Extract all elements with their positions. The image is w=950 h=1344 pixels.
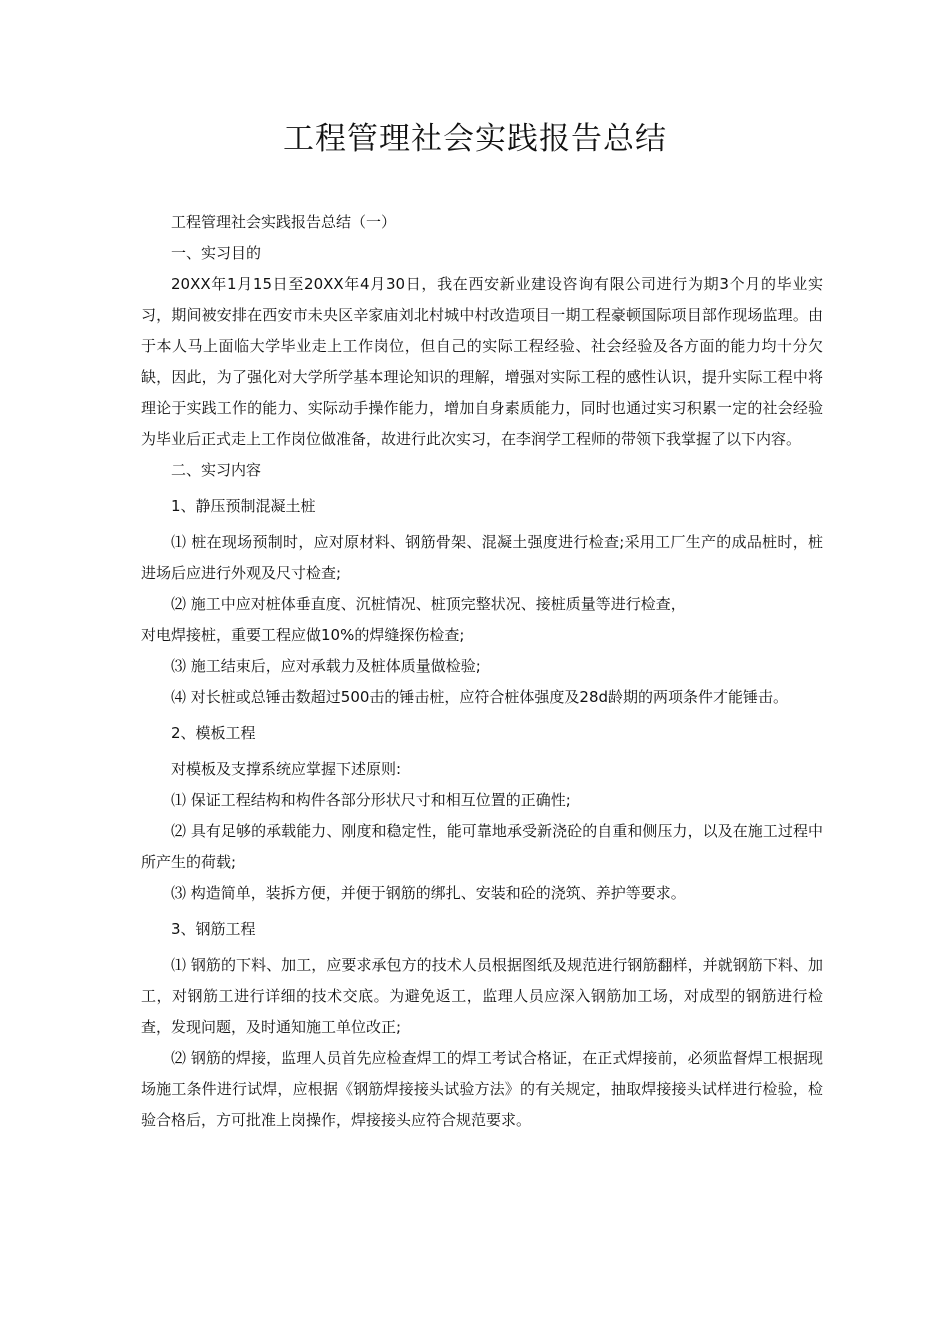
list-item: ⑴ 钢筋的下料、加工，应要求承包方的技术人员根据图纸及规范进行钢筋翻样，并就钢筋下料、加工，对钢筋工进行详细的技术交底。为避免返工，监理人员应深入钢筋加工场，对成型的钢筋进行检查，发现问题，及时通知施工单位改正;: [141, 956, 823, 1036]
subsection-heading: 1、静压预制混凝土桩: [171, 497, 316, 515]
list-item: ⑷ 对长桩或总锤击数超过500击的锤击桩，应符合桩体强度及28d龄期的两项条件才能锤击。: [171, 688, 789, 706]
list-item: ⑴ 桩在现场预制时，应对原材料、钢筋骨架、混凝土强度进行检查;采用工厂生产的成品桩时，桩进场后应进行外观及尺寸检查;: [141, 533, 823, 582]
list-item: ⑵ 施工中应对桩体垂直度、沉桩情况、桩顶完整状况、接桩质量等进行检查，: [171, 595, 686, 613]
paragraph: 20XX年1月15日至20XX年4月30日，我在西安新业建设咨询有限公司进行为期3个月的毕业实习，期间被安排在西安市未央区辛家庙刘北村城中村改造项目一期工程豪顿国际项目部作现场监理。由于本人马上面临大学毕业走上工作岗位，但自己的实际工程经验、社会经验及各方面的能力均十分欠缺，因此，为了强化对大学所学基本理论知识的理解，增强对实际工程的感性认识，提升实际工程中将理论于实践工作的能力、实际动手操作能力，增加自身素质能力，同时也通过实习积累一定的社会经验为毕业后正式走上工作岗位做准备，故进行此次实习，在李润学工程师的带领下我掌握了以下内容。: [141, 275, 823, 448]
section-heading: 一、实习目的: [171, 244, 262, 262]
list-item-continuation: 对电焊接桩，重要工程应做10%的焊缝探伤检查;: [141, 626, 465, 644]
list-item: ⑶ 构造简单，装拆方便，并便于钢筋的绑扎、安装和砼的浇筑、养护等要求。: [171, 884, 686, 902]
list-item: ⑵ 钢筋的焊接，监理人员首先应检查焊工的焊工考试合格证，在正式焊接前，必须监督焊工根据现场施工条件进行试焊，应根据《钢筋焊接接头试验方法》的有关规定，抽取焊接接头试样进行检验，检验合格后，方可批准上岗操作，焊接接头应符合规范要求。: [141, 1049, 823, 1129]
paragraph: 对模板及支撑系统应掌握下述原则:: [171, 760, 402, 778]
subsection-heading: 2、模板工程: [171, 724, 256, 742]
list-item: ⑴ 保证工程结构和构件各部分形状尺寸和相互位置的正确性;: [171, 791, 571, 809]
subsection-heading: 3、钢筋工程: [171, 920, 256, 938]
list-item: ⑵ 具有足够的承载能力、刚度和稳定性，能可靠地承受新浇砼的自重和侧压力，以及在施工过程中所产生的荷载;: [141, 822, 823, 871]
document-title: 工程管理社会实践报告总结: [283, 121, 667, 157]
list-item: ⑶ 施工结束后，应对承载力及桩体质量做检验;: [171, 657, 481, 675]
document-body: [141, 207, 823, 1136]
section-heading: 工程管理社会实践报告总结（一）: [171, 213, 397, 231]
section-heading: 二、实习内容: [171, 461, 262, 479]
